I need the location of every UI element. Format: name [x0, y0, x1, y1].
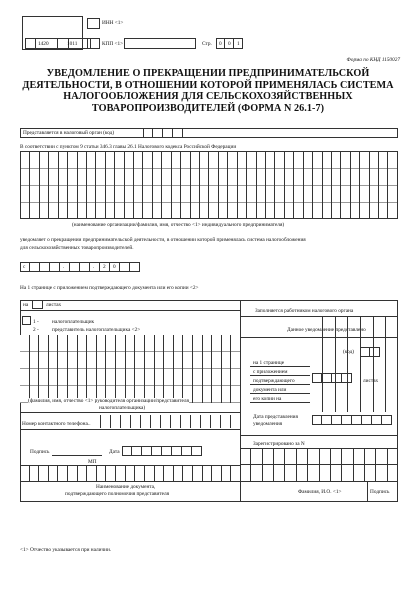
inn-label: ИНН <1> [102, 20, 124, 26]
basis-text: В соответствии с пунктом 9 статьи 346.3 главы 26.1 Налогового кодекса Российской Федерации [20, 144, 237, 150]
kpp-cells[interactable] [87, 38, 100, 49]
title-line-3: НАЛОГООБЛОЖЕНИЯ ДЛЯ СЕЛЬСКОХОЗЯЙСТВЕННЫХ [63, 91, 353, 103]
left-sheets-label: листах [46, 302, 62, 308]
notice-line-1: уведомляет о прекращении предпринимательской деятельности, в отношении которой применялась система налогообложения [20, 237, 306, 243]
registration-number-cells[interactable] [240, 448, 398, 464]
page-title [20, 68, 396, 114]
confirming-label: подтверждающего [253, 378, 295, 384]
name-caption: (наименование организации/фамилия, имя, отчество <1> индивидуального предпринимателя) [72, 222, 285, 228]
seal-label: МП [88, 459, 97, 465]
left-na-label: на [23, 302, 29, 308]
notice-line-2: для сельскохозяйственных товаропроизводителей. [20, 245, 134, 251]
phone-label: Номер контактного телефона.. [22, 421, 91, 427]
code-cells [25, 38, 91, 49]
date-presented-label-1: Дата представления [253, 414, 298, 420]
inspector-signature-divider [367, 481, 368, 502]
year-digit-2: 0 [113, 264, 116, 270]
code-1420: 1420 [38, 41, 49, 47]
name-grid[interactable] [20, 151, 398, 219]
date-cells[interactable] [20, 262, 140, 272]
title-line-2: ДЕЯТЕЛЬНОСТИ, В ОТНОШЕНИИ КОТОРОЙ ПРИМЕНЯЛАСЬ СИСТЕМА [22, 79, 394, 91]
submitted-label: Данное уведомление представлено [287, 327, 366, 333]
signature-field[interactable] [52, 446, 102, 456]
left-row-line-3 [20, 412, 240, 413]
with-attachment-label: с приложением [253, 369, 288, 375]
page-digit-3: 1 [237, 41, 240, 47]
filer-type-cell[interactable] [22, 316, 31, 325]
date-label: Дата [109, 449, 120, 455]
option-1-text: налогоплательщик [52, 319, 95, 325]
code-label: (код) [343, 349, 355, 355]
tax-authority-code-cells[interactable] [143, 128, 183, 138]
inspector-upper-grid[interactable] [240, 316, 398, 412]
page-digit-2: 0 [228, 41, 231, 47]
sign-date-cells[interactable] [122, 446, 202, 456]
footnote: <1> Отчество указывается при наличии. [20, 547, 112, 553]
right-row-line-9 [240, 448, 398, 449]
left-row-line-4 [20, 429, 240, 430]
inspector-name-grid[interactable] [240, 464, 398, 481]
date-presented-cells[interactable] [312, 415, 392, 425]
date-prefix: с [23, 264, 26, 270]
inspector-signature-label: Подпись [370, 489, 390, 495]
title-line-4: ТОВАРОПРОИЗВОДИТЕЛЕЙ (ФОРМА N 26.1-7) [91, 102, 325, 114]
signature-label: Подпись [30, 449, 50, 455]
date-dot-2: . [93, 264, 95, 270]
date-presented-label-2: уведомления [253, 421, 283, 427]
fio-caption-2: налогоплательщика) [99, 405, 146, 411]
right-sheets-label: листах [363, 378, 379, 384]
option-2-num: 2 - [33, 327, 39, 333]
kpp-label: КПП <1> [102, 41, 124, 47]
page-digit-1: 0 [219, 41, 222, 47]
page-label: Стр. [202, 41, 212, 47]
inspector-fio-label: Фамилия, И.О. <1> [298, 489, 342, 495]
right-row-line-11 [240, 481, 398, 482]
kpp-value-cells[interactable] [124, 38, 196, 49]
right-pages-label: на 1 странице [253, 360, 285, 366]
option-1-num: 1 - [33, 319, 39, 325]
left-row-line-6 [20, 481, 240, 482]
left-sheets-cells[interactable] [32, 300, 43, 309]
option-2-text: представитель налогоплательщика <2> [52, 327, 141, 333]
year-digit-1: 2 [103, 264, 106, 270]
date-dot-1: . [63, 264, 65, 270]
form-code: Форма по КНД 1150027 [346, 57, 400, 63]
phone-cells[interactable] [100, 415, 240, 428]
inn-cells[interactable] [87, 18, 100, 29]
document-or-label: документа или [253, 387, 287, 393]
its-copy-label: его копии на [253, 396, 282, 402]
tax-authority-label: Представляется в налоговый орган (код) [23, 130, 115, 136]
title-line-1: УВЕДОМЛЕНИЕ О ПРЕКРАЩЕНИИ ПРЕДПРИНИМАТЕЛЬСКОЙ [46, 68, 370, 79]
left-row-line-1 [20, 310, 240, 311]
representative-name-grid[interactable] [20, 335, 240, 403]
right-row-line-8 [240, 435, 398, 436]
fio-caption-1: (фамилия, имя, отчество <1> руководителя организации/представителя [28, 398, 189, 404]
pages-text: На 1 странице с приложением подтверждающего документа или его копии <2> [20, 285, 199, 291]
doc-caption-1: Наименование документа, [96, 484, 156, 490]
doc-caption-2: подтверждающего полномочия представителя [65, 491, 170, 497]
registered-label: Зарегистрировано за N [253, 441, 305, 447]
document-name-grid[interactable] [20, 465, 240, 481]
inspector-header: Заполняется работником налогового органа [255, 308, 354, 314]
code-1011: 1011 [67, 41, 78, 47]
